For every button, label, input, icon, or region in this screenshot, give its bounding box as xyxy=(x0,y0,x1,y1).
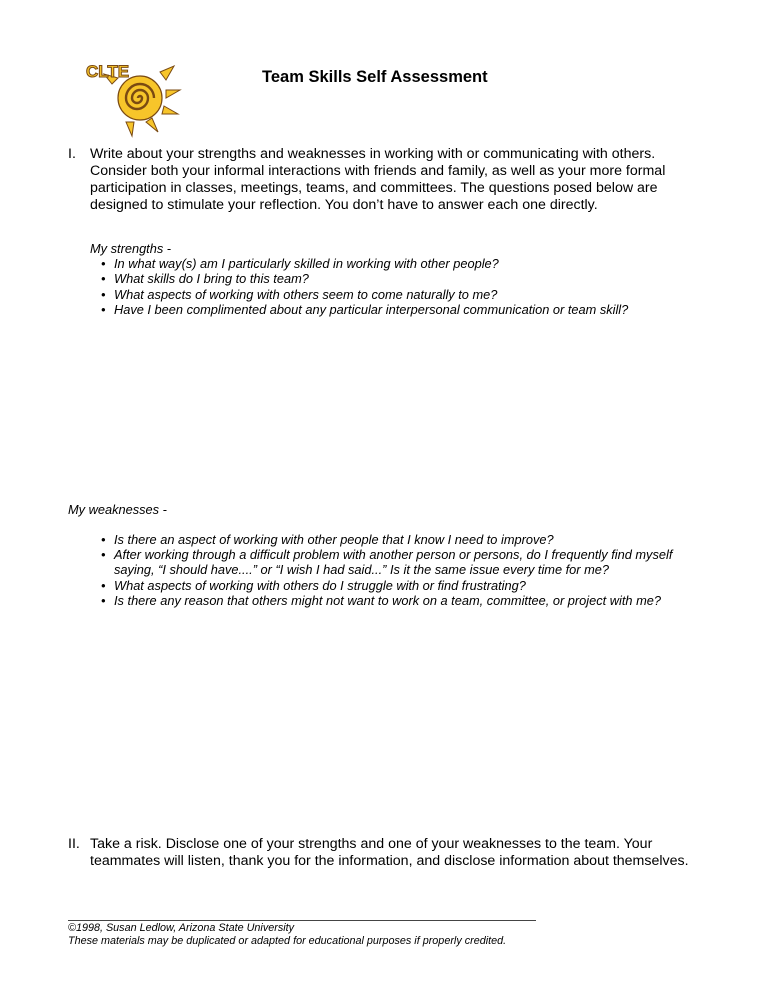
list-item: • What skills do I bring to this team? xyxy=(101,271,309,287)
footer-divider xyxy=(68,920,536,921)
strengths-block xyxy=(90,241,720,317)
list-item: • After working through a difficult problem with another person or persons, do I frequently find myself saying, “I should have....” or “I wish I had said...” Is it the same issue every time for me? xyxy=(101,547,673,578)
footer xyxy=(68,922,506,947)
section-two xyxy=(68,836,708,870)
page-title: Team Skills Self Assessment xyxy=(262,68,488,86)
section-one xyxy=(68,146,708,214)
list-item: • Is there an aspect of working with other people that I know I need to improve? xyxy=(101,532,554,547)
list-item: • Have I been complimented about any particular interpersonal communication or team skill? xyxy=(101,301,629,317)
strengths-questions xyxy=(90,256,720,317)
weaknesses-questions xyxy=(90,532,710,608)
section-number: I. xyxy=(68,146,76,162)
strengths-heading: My strengths - xyxy=(90,241,172,256)
section-number: II. xyxy=(68,836,80,852)
list-item: • In what way(s) am I particularly skilled in working with other people? xyxy=(101,256,499,272)
list-item: • Is there any reason that others might not want to work on a team, committee, or project with me? xyxy=(101,592,661,608)
clte-logo xyxy=(82,60,182,138)
section-one-text: Write about your strengths and weaknesses in working with or communicating with others. Consider both your informal interactions with friends and family, as well as your more formal participation in classes, meetings, teams, and committees. The questions posed below are designed to stimulate your reflection. You don’t have to answer each one directly. xyxy=(90,146,666,213)
logo-text: CLTE xyxy=(86,62,130,81)
weaknesses-block xyxy=(90,532,710,608)
list-item: • What aspects of working with others seem to come naturally to me? xyxy=(101,286,498,302)
list-item: • What aspects of working with others do I struggle with or find frustrating? xyxy=(101,577,526,593)
weaknesses-heading: My weaknesses - xyxy=(68,502,167,517)
section-two-text: Take a risk. Disclose one of your strengths and one of your weaknesses to the team. Your teammates will listen, thank you for the information, and disclose information about themselves. xyxy=(90,836,689,869)
usage-note: These materials may be duplicated or adapted for educational purposes if properly credited. xyxy=(68,934,507,947)
copyright-text: ©1998, Susan Ledlow, Arizona State University xyxy=(68,922,295,934)
